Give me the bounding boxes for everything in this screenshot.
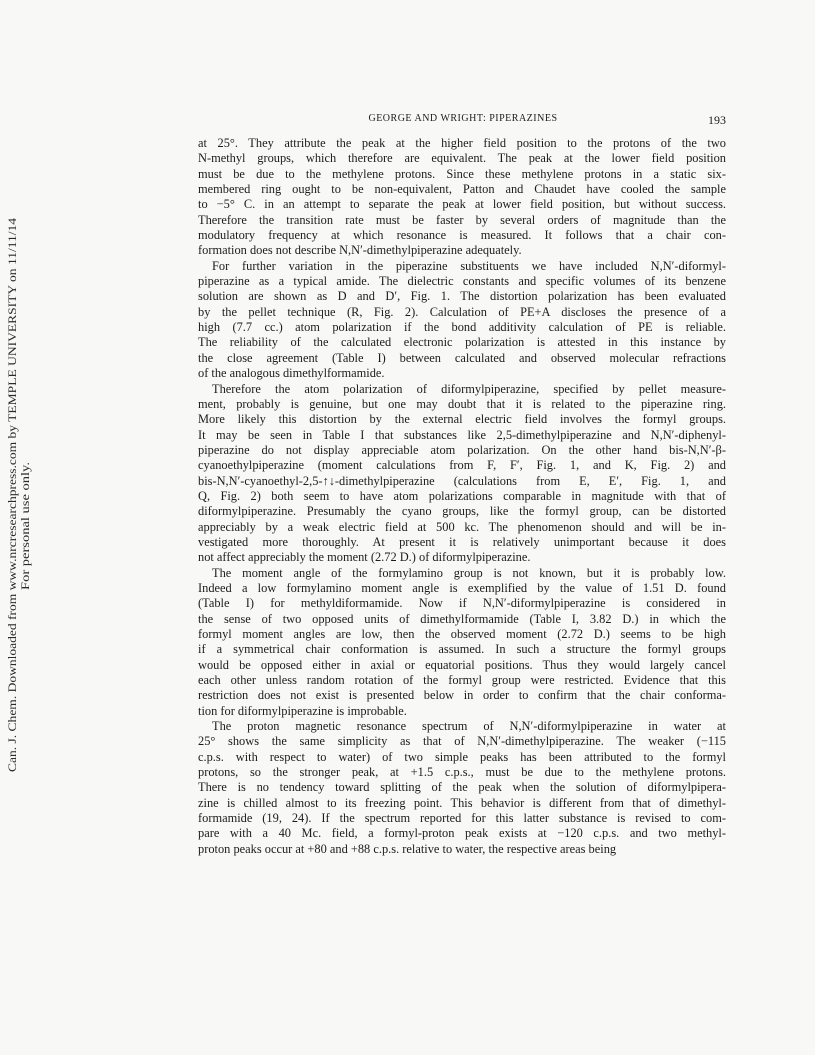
text-line: piperazine do not display appreciable atom polarization. On the other hand bis-N,N′-β-	[198, 442, 726, 457]
running-title: GEORGE AND WRIGHT: PIPERAZINES	[368, 113, 558, 124]
text-line: membered ring ought to be non-equivalent, Patton and Chaudet have cooled the sample	[198, 182, 726, 197]
text-line: zine is chilled almost to its freezing point. This behavior is different from that of dimethyl-	[198, 795, 726, 810]
text-line: solution are shown as D and D′, Fig. 1. The distortion polarization has been evaluated	[198, 289, 726, 304]
text-line: c.p.s. with respect to water) of two simple peaks has been attributed to the formyl	[198, 749, 726, 764]
text-line: restriction does not exist is presented below in order to confirm that the chair conforma-	[198, 688, 726, 703]
paragraph	[198, 136, 726, 259]
text-line: N-methyl groups, which therefore are equivalent. The peak at the lower field position	[198, 151, 726, 166]
download-watermark-svg	[4, 212, 32, 772]
text-line: piperazine as a typical amide. The dielectric constants and specific volumes of its benzene	[198, 274, 726, 289]
text-line: (Table I) for methyldiformamide. Now if N,N′-diformylpiperazine is considered in	[198, 596, 726, 611]
text-line: to −5° C. in an attempt to separate the peak at lower field position, but without success.	[198, 197, 726, 212]
text-line: by the pellet technique (R, Fig. 2). Calculation of PE+A discloses the presence of a	[198, 304, 726, 319]
text-line: The reliability of the calculated electronic polarization is attested in this instance by	[198, 335, 726, 350]
paragraph	[198, 259, 726, 382]
text-line: the sense of two opposed units of dimethylformamide (Table I, 3.82 D.) in which the	[198, 611, 726, 626]
text-line: of the analogous dimethylformamide.	[198, 366, 385, 381]
paragraph	[198, 566, 726, 719]
text-line: at 25°. They attribute the peak at the higher field position to the protons of the two	[198, 136, 726, 150]
text-line: proton peaks occur at +80 and +88 c.p.s. relative to water, the respective areas being	[198, 841, 617, 856]
text-line: cyanoethylpiperazine (moment calculations from F, F′, Fig. 1, and K, Fig. 2) and	[198, 458, 726, 473]
text-line: Therefore the atom polarization of diformylpiperazine, specified by pellet measure-	[212, 381, 726, 396]
text-line: appreciably by a weak electric field at 500 kc. The phenomenon should and will be in-	[198, 519, 726, 534]
download-watermark	[4, 212, 32, 772]
watermark-line-1: Can. J. Chem. Downloaded from www.nrcresearchpress.com by TEMPLE UNIVERSITY on 11/11/14	[5, 280, 19, 772]
text-line: must be due to the methylene protons. Since these methylene protons in a static six-	[198, 166, 726, 181]
text-line: formyl moment angles are low, then the observed moment (2.72 D.) seems to be high	[198, 627, 726, 641]
text-line: high (7.7 cc.) atom polarization if the bond additivity calculation of PE is reliable.	[198, 320, 726, 335]
page-number: 193	[708, 113, 726, 127]
text-line: vestigated more thoroughly. At present it is relatively unimportant because it does	[198, 534, 726, 549]
text-line: would be opposed either in axial or equatorial positions. Thus they would largely cancel	[198, 657, 726, 672]
text-line: bis-N,N′-cyanoethyl-2,5-↑↓-dimethylpiperazine (calculations from E, E′, Fig. 1, and	[198, 473, 726, 488]
text-line: It may be seen in Table I that substances like 2,5-dimethylpiperazine and N,N′-diphenyl-	[198, 427, 726, 442]
text-line: ment, probably is genuine, but one may doubt that it is related to the piperazine ring.	[198, 396, 726, 411]
text-line: The proton magnetic resonance spectrum of N,N′-diformylpiperazine in water at	[212, 719, 726, 734]
text-line: tion for diformylpiperazine is improbable.	[198, 703, 407, 718]
text-line: More likely this distortion by the external electric field involves the formyl groups.	[198, 412, 726, 427]
text-line: Therefore the transition rate must be faster by several orders of magnitude than the	[198, 212, 726, 227]
paragraph	[198, 382, 726, 566]
text-line: protons, so the stronger peak, at +1.5 c.p.s., must be due to the methylene protons.	[198, 765, 726, 780]
text-line: not affect appreciably the moment (2.72 D.) of diformylpiperazine.	[198, 550, 531, 565]
text-line: The moment angle of the formylamino group is not known, but it is probably low.	[212, 565, 726, 580]
text-line: the close agreement (Table I) between calculated and observed molecular refractions	[198, 350, 726, 365]
text-line: pare with a 40 Mc. field, a formyl-proton peak exists at −120 c.p.s. and two methyl-	[198, 826, 726, 841]
text-line: There is no tendency toward splitting of the peak when the solution of diformylpipera-	[198, 780, 726, 795]
paragraph	[198, 719, 726, 857]
text-line: modulatory frequency at which resonance is measured. It follows that a chair con-	[198, 228, 726, 243]
text-line: formation does not describe N,N′-dimethylpiperazine adequately.	[198, 243, 522, 258]
text-line: each other unless random rotation of the formyl group were restricted. Evidence that this	[198, 673, 726, 688]
text-line: diformylpiperazine. Presumably the cyano groups, like the formyl group, can be distorted	[198, 504, 726, 519]
text-line: formamide (19, 24). If the spectrum reported for this latter substance is revised to com-	[198, 811, 726, 826]
text-line: For further variation in the piperazine substituents we have included N,N′-diformyl-	[212, 258, 726, 273]
text-line: Q, Fig. 2) both seem to have atom polarizations comparable in magnitude with that of	[198, 488, 726, 503]
watermark-line-2: For personal use only.	[18, 484, 32, 590]
text-line: Indeed a low formylamino moment angle is exemplified by the value of 1.51 D. found	[198, 580, 726, 595]
page-header	[200, 113, 726, 129]
article-body	[198, 136, 726, 857]
text-line: if a symmetrical chair conformation is assumed. In such a structure the formyl groups	[198, 642, 726, 657]
text-line: 25° shows the same simplicity as that of N,N′-dimethylpiperazine. The weaker (−115	[198, 734, 726, 749]
